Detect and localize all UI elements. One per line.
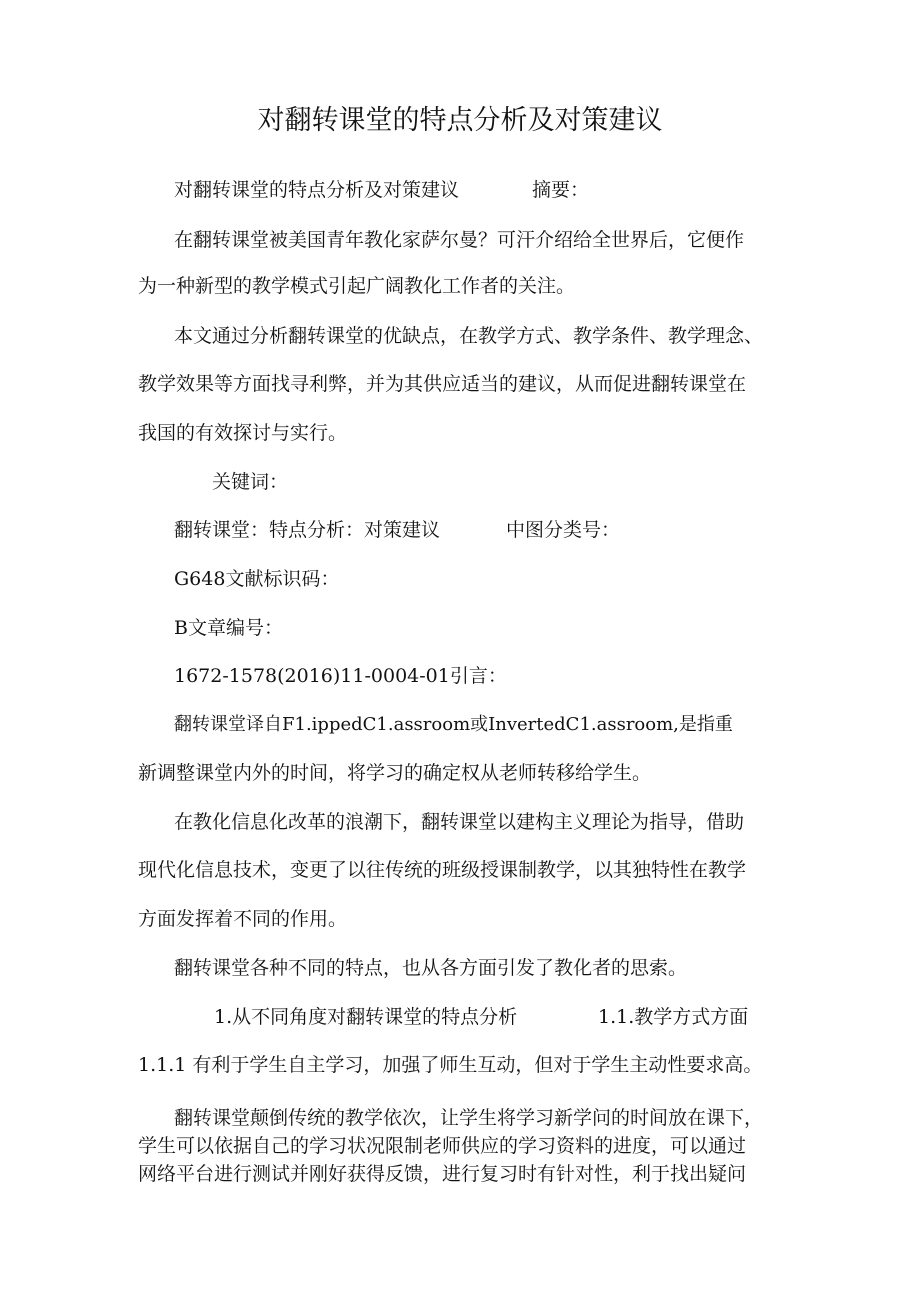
paragraph-line: 方面发挥着不同的作用。 — [138, 908, 348, 930]
article-number-line: B文章编号： — [174, 617, 283, 639]
paragraph-line: 翻转课堂译自F1.ippedC1.assroom或InvertedC1.assroom,是指重 — [174, 714, 733, 735]
paragraph-line: 新调整课堂内外的时间，将学习的确定权从老师转移给学生。 — [138, 762, 652, 784]
subsubsection-heading: 1.1.1 有利于学生自主学习，加强了师生互动，但对于学生主动性要求高。 — [138, 1054, 763, 1076]
section-heading: 1.从不同角度对翻转课堂的特点分析 — [214, 1006, 518, 1028]
abstract-article-title: 对翻转课堂的特点分析及对策建议 — [174, 179, 460, 201]
subsection-heading: 1.1.教学方式方面 — [598, 1006, 749, 1028]
paragraph-line: 本文通过分析翻转课堂的优缺点，在教学方式、教学条件、教学理念、 — [174, 325, 764, 347]
paragraph-line: 教学效果等方面找寻利弊，并为其供应适当的建议，从而促进翻转课堂在 — [138, 373, 747, 395]
keywords-text: 翻转课堂：特点分析：对策建议 — [174, 519, 441, 541]
document-code-line: G648文献标识码： — [174, 568, 340, 590]
paragraph-line: 学生可以依据自己的学习状况限制老师供应的学习资料的进度，可以通过 — [138, 1135, 747, 1157]
paragraph-line: 在翻转课堂被美国青年教化家萨尔曼？可汗介绍给全世界后，它便作 — [174, 229, 745, 251]
paragraph-line: 网络平台进行测试并刚好获得反馈，进行复习时有针对性，利于找出疑问 — [138, 1163, 747, 1185]
introduction-heading-line: 1672-1578(2016)11-0004-01引言： — [174, 665, 507, 687]
paragraph-line: 在教化信息化改革的浪潮下，翻转课堂以建构主义理论为指导，借助 — [174, 811, 745, 833]
paragraph-line: 为一种新型的教学模式引起广阔教化工作者的关注。 — [138, 275, 576, 297]
classification-label: 中图分类号： — [506, 519, 621, 541]
paragraph-line: 现代化信息技术，变更了以往传统的班级授课制教学，以其独特性在教学 — [138, 859, 747, 881]
paragraph-line: 翻转课堂各种不同的特点，也从各方面引发了教化者的思索。 — [174, 957, 688, 979]
abstract-label: 摘要： — [532, 179, 590, 201]
document-title: 对翻转课堂的特点分析及对策建议 — [257, 105, 663, 136]
paragraph-line: 翻转课堂颠倒传统的教学依次，让学生将学习新学问的时间放在课下， — [174, 1107, 764, 1129]
keywords-label: 关键词： — [212, 471, 289, 493]
paragraph-line: 我国的有效探讨与实行。 — [138, 422, 348, 444]
